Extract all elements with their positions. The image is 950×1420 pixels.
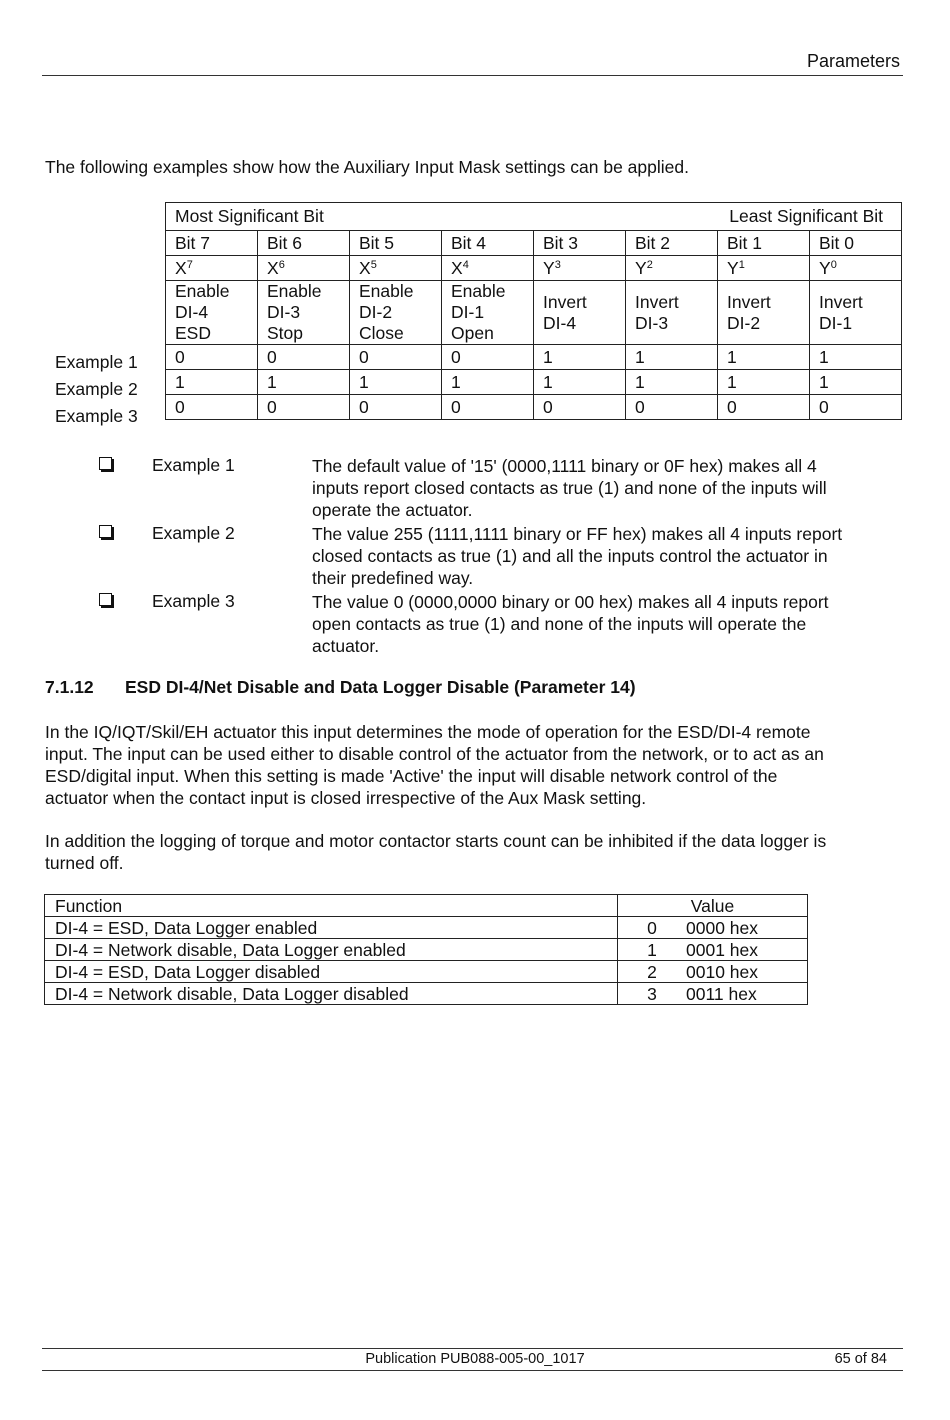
function-row [45,983,808,1005]
function-cell: DI-4 = Network disable, Data Logger disabled [45,983,618,1005]
bit-header-cell: Bit 4 [442,231,534,256]
description-line: DI-2 [727,312,761,333]
bullet-line: The value 255 (1111,1111 binary or FF hex) makes all 4 inputs report [312,524,843,544]
example-value-cell: 0 [442,395,534,420]
bit-description-cell [166,281,258,345]
bit-symbol-cell [442,256,534,281]
paragraph-line: In addition the logging of torque and motor contactor starts count can be inhibited if the data logger is [45,831,827,851]
paragraph-line: input. The input can be used either to disable control of the actuator from the network, or to act as an [45,744,824,764]
bit-header-cell: Bit 7 [166,231,258,256]
bullet-line: closed contacts as true (1) and all the inputs control the actuator in [312,546,828,566]
value-decimal: 2 [647,961,657,982]
example-value-cell: 0 [626,395,718,420]
value-cell [618,961,808,983]
paragraph-2 [45,830,905,874]
symbol-exponent: 2 [646,258,653,271]
example-value-cell: 1 [442,370,534,395]
example-value-cell: 1 [626,370,718,395]
value-hex: 0000 hex [686,917,759,938]
value-header: Value [618,895,808,917]
bullet-example-name: Example 1 [152,455,235,475]
bit-symbol-cell [626,256,718,281]
function-cell: DI-4 = ESD, Data Logger enabled [45,917,618,939]
paragraph-line: ESD/digital input. When this setting is made 'Active' the input will disable network control of the [45,766,778,786]
header-rule [42,75,903,76]
symbol-exponent: 7 [186,258,193,271]
example-value-cell: 0 [258,345,350,370]
bit-description-cell [810,281,902,345]
symbol-exponent: 4 [462,258,469,271]
example-value-cell: 0 [442,345,534,370]
bit-description-cell [350,281,442,345]
example-row [166,395,902,420]
footer-rule [42,1348,903,1349]
description-line: Enable [359,281,414,301]
function-value-table [44,894,808,1005]
value-decimal: 1 [647,939,657,960]
function-header: Function [45,895,618,917]
example-value-cell: 1 [810,370,902,395]
description-line: ESD [175,323,211,343]
example-value-cell: 0 [258,395,350,420]
bit-symbol-cell [166,256,258,281]
description-line: Enable [175,281,230,301]
bullet-description [312,591,897,657]
example-value-cell: 1 [626,345,718,370]
description-line: Enable [267,281,322,301]
symbol-base: X [175,257,187,278]
symbol-base: Y [635,257,647,278]
description-line: Invert [727,291,771,312]
description-line: Stop [267,323,303,343]
bit-header-cell: Bit 2 [626,231,718,256]
description-line: DI-1 [451,302,485,322]
symbol-base: X [451,257,463,278]
example-label: Example 2 [55,379,138,399]
example-value-cell: 0 [350,395,442,420]
function-row [45,961,808,983]
symbol-base: Y [727,257,739,278]
description-line: DI-3 [267,302,301,322]
example-value-cell: 1 [166,370,258,395]
function-row [45,939,808,961]
bullet-line: operate the actuator. [312,500,473,520]
page-header-title: Parameters [806,51,900,71]
description-line: DI-1 [819,312,853,333]
bit-description-cell [442,281,534,345]
example-value-cell: 1 [534,370,626,395]
example-value-cell: 1 [718,370,810,395]
description-line: Close [359,323,404,343]
bullet-example-name: Example 3 [152,591,235,611]
description-line: Enable [451,281,506,301]
example-label: Example 3 [55,406,138,426]
bit-symbol-cell [534,256,626,281]
function-row [45,917,808,939]
intro-text: The following examples show how the Auxiliary Input Mask settings can be applied. [45,157,689,177]
example-value-cell: 1 [718,345,810,370]
symbol-exponent: 6 [278,258,285,271]
footer-publication: Publication PUB088-005-00_1017 [365,1351,585,1367]
paragraph-line: In the IQ/IQT/Skil/EH actuator this input determines the mode of operation for the ESD/DI-4 remote [45,722,811,742]
msb-label: Most Significant Bit [175,206,324,226]
bit-order-header [166,203,902,231]
example-value-cell: 0 [718,395,810,420]
bit-symbol-cell [718,256,810,281]
symbol-base: Y [819,257,831,278]
example-value-cell: 0 [534,395,626,420]
value-cell [618,983,808,1005]
description-line: Invert [543,291,587,312]
section-heading [45,677,636,698]
bit-symbol-cell [258,256,350,281]
paragraph-line: turned off. [45,853,124,873]
symbol-exponent: 3 [554,258,561,271]
symbol-exponent: 5 [370,258,377,271]
section-title: ESD DI-4/Net Disable and Data Logger Disable (Parameter 14) [125,677,636,697]
value-decimal: 0 [647,917,657,938]
symbol-base: X [359,257,371,278]
value-hex: 0001 hex [686,939,759,960]
bit-header-cell: Bit 0 [810,231,902,256]
bit-description-cell [534,281,626,345]
symbol-exponent: 1 [738,258,745,271]
description-line: DI-4 [543,312,577,333]
bit-header-cell: Bit 6 [258,231,350,256]
bullet-line: inputs report closed contacts as true (1) and none of the inputs will [312,478,827,498]
bit-description-cell [258,281,350,345]
bit-symbol-cell [810,256,902,281]
lsb-label: Least Significant Bit [729,206,883,226]
checkbox-bullet-icon [99,593,112,606]
description-line: Invert [819,291,863,312]
bit-description-cell [626,281,718,345]
checkbox-bullet-icon [99,457,112,470]
description-line: Invert [635,291,679,312]
bullet-description [312,523,897,589]
example-label: Example 1 [55,352,138,372]
checkbox-bullet-icon [99,525,112,538]
bit-header-cell: Bit 1 [718,231,810,256]
example-value-cell: 1 [534,345,626,370]
bit-header-cell: Bit 3 [534,231,626,256]
symbol-base: X [267,257,279,278]
bullet-line: their predefined way. [312,568,474,588]
example-value-cell: 1 [350,370,442,395]
value-hex: 0011 hex [686,983,757,1004]
footer-page-number: 65 of 84 [834,1351,887,1367]
value-cell [618,939,808,961]
value-cell [618,917,808,939]
bullet-line: The value 0 (0000,0000 binary or 00 hex) makes all 4 inputs report [312,592,829,612]
description-line: DI-3 [635,312,669,333]
bit-description-cell [718,281,810,345]
bit-header-cell: Bit 5 [350,231,442,256]
example-value-cell: 1 [810,345,902,370]
example-value-cell: 0 [166,345,258,370]
symbol-exponent: 0 [830,258,837,271]
bullet-description [312,455,897,521]
description-line: DI-4 [175,302,209,322]
bullet-line: The default value of '15' (0000,1111 binary or 0F hex) makes all 4 [312,456,817,476]
value-decimal: 3 [647,983,657,1004]
example-value-cell: 0 [166,395,258,420]
bit-symbol-cell [350,256,442,281]
bullet-example-name: Example 2 [152,523,235,543]
bullet-line: actuator. [312,636,380,656]
function-cell: DI-4 = ESD, Data Logger disabled [45,961,618,983]
bullet-line: open contacts as true (1) and none of the inputs will operate the [312,614,807,634]
aux-mask-bit-table [165,202,902,420]
example-row [166,345,902,370]
section-number: 7.1.12 [45,677,94,697]
function-cell: DI-4 = Network disable, Data Logger enabled [45,939,618,961]
description-line: DI-2 [359,302,393,322]
example-row [166,370,902,395]
description-line: Open [451,323,494,343]
example-value-cell: 0 [350,345,442,370]
example-value-cell: 0 [810,395,902,420]
symbol-base: Y [543,257,555,278]
value-hex: 0010 hex [686,961,759,982]
paragraph-1 [45,721,905,809]
example-value-cell: 1 [258,370,350,395]
footer-bottom-rule [42,1370,903,1371]
paragraph-line: actuator when the contact input is closed irrespective of the Aux Mask setting. [45,788,647,808]
